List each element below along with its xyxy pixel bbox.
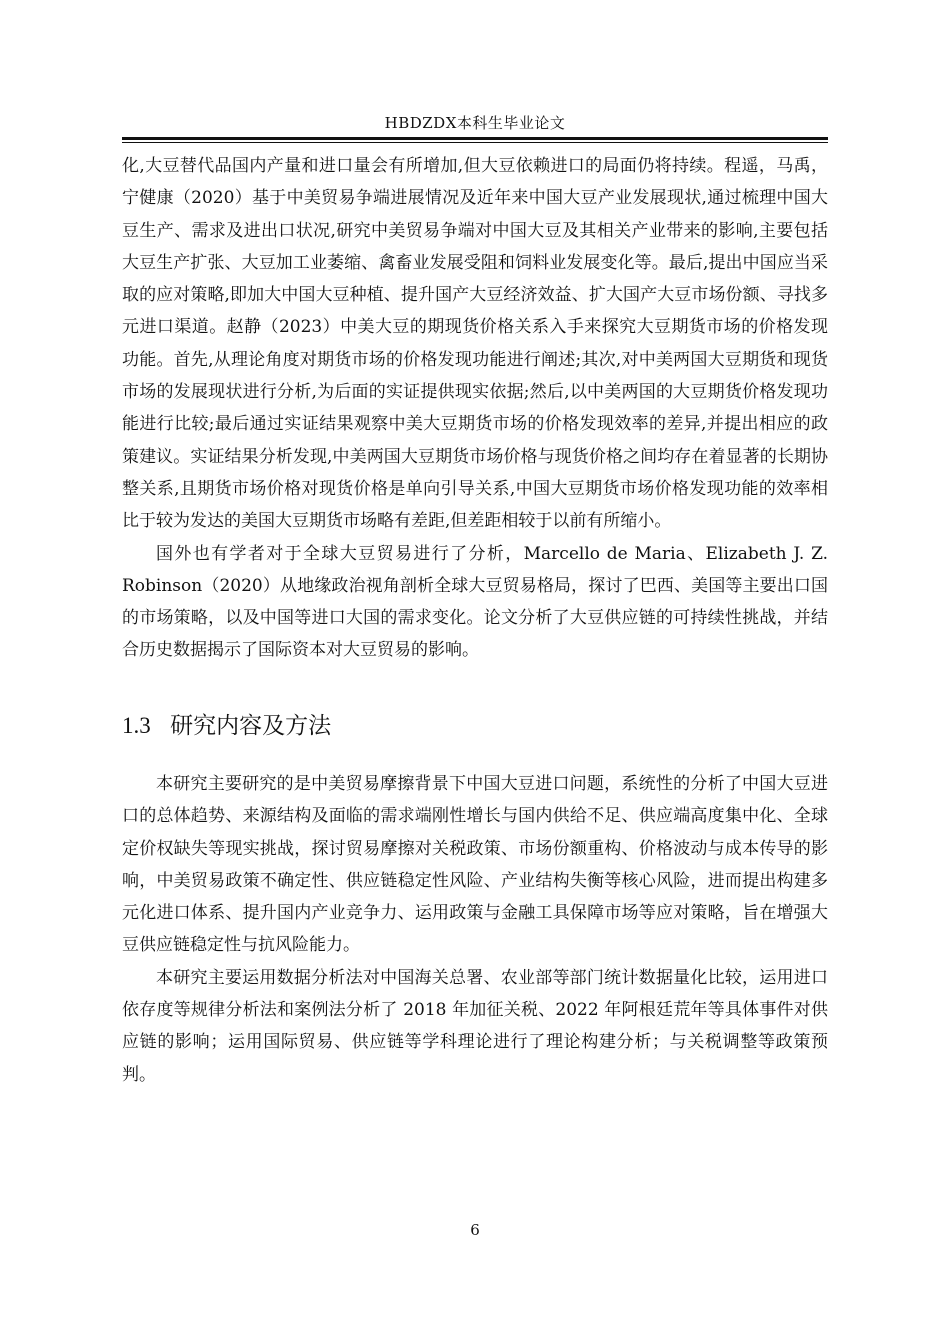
header-rule-thick [122, 137, 828, 140]
literature-review-text [122, 150, 828, 667]
section-heading [122, 708, 331, 744]
running-header: HBDZDX本科生毕业论文 [384, 114, 566, 132]
paragraph: 国外也有学者对于全球大豆贸易进行了分析，Marcello de Maria、Elizabeth J. Z. Robinson（2020）从地缘政治视角剖析全球大豆贸易格局，探讨了巴西、美国等主要出口国的市场策略，以及中国等进口大国的需求变化。论文分析了大豆供应链的可持续性挑战，并结合历史数据揭示了国际资本对大豆贸易的影响。 [122, 543, 828, 661]
section-number: 1.3 [122, 713, 151, 738]
paragraph: 化,大豆替代品国内产量和进口量会有所增加,但大豆依赖进口的局面仍将持续。程遥，马禹，宁健康（2020）基于中美贸易争端进展情况及近年来中国大豆产业发展现状,通过梳理中国大豆生产、需求及进出口状况,研究中美贸易争端对中国大豆及其相关产业带来的影响,主要包括大豆生产扩张、大豆加工业萎缩、禽畜业发展受阻和饲料业发展变化等。最后,提出中国应当采取的应对策略,即加大中国大豆种植、提升国产大豆经济效益、扩大国产大豆市场份额、寻找多元进口渠道。赵静（2023）中美大豆的期现货价格关系入手来探究大豆期货市场的价格发现功能。首先,从理论角度对期货市场的价格发现功能进行阐述;其次,对中美两国大豆期货和现货市场的发展现状进行分析,为后面的实证提供现实依据;然后,以中美两国的大豆期货价格发现功能进行比较;最后通过实证结果观察中美大豆期货市场的价格发现效率的差异,并提出相应的政策建议。实证结果分析发现,中美两国大豆期货市场价格与现货价格之间均存在着显著的长期协整关系,且期货市场价格对现货价格是单向引导关系,中国大豆期货市场价格发现功能的效率相比于较为发达的美国大豆期货市场略有差距,但差距相较于以前有所缩小。 [122, 156, 828, 532]
paragraph: 本研究主要运用数据分析法对中国海关总署、农业部等部门统计数据量化比较，运用进口依存度等规律分析法和案例法分析了 2018 年加征关税、2022 年阿根廷荒年等具体事件对供应链的影响；运用国际贸易、供应链等学科理论进行了理论构建分析；与关税调整等政策预判。 [122, 967, 828, 1085]
header-rule-thin [122, 142, 828, 143]
page-number: 6 [470, 1221, 480, 1239]
section-body-text [122, 768, 828, 1091]
section-title: 研究内容及方法 [170, 713, 332, 739]
paragraph: 本研究主要研究的是中美贸易摩擦背景下中国大豆进口问题，系统性的分析了中国大豆进口的总体趋势、来源结构及面临的需求端刚性增长与国内供给不足、供应端高度集中化、全球定价权缺失等现实挑战，探讨贸易摩擦对关税政策、市场份额重构、价格波动与成本传导的影响，中美贸易政策不确定性、供应链稳定性风险、产业结构失衡等核心风险，进而提出构建多元化进口体系、提升国内产业竞争力、运用政策与金融工具保障市场等应对策略，旨在增强大豆供应链稳定性与抗风险能力。 [122, 774, 828, 956]
